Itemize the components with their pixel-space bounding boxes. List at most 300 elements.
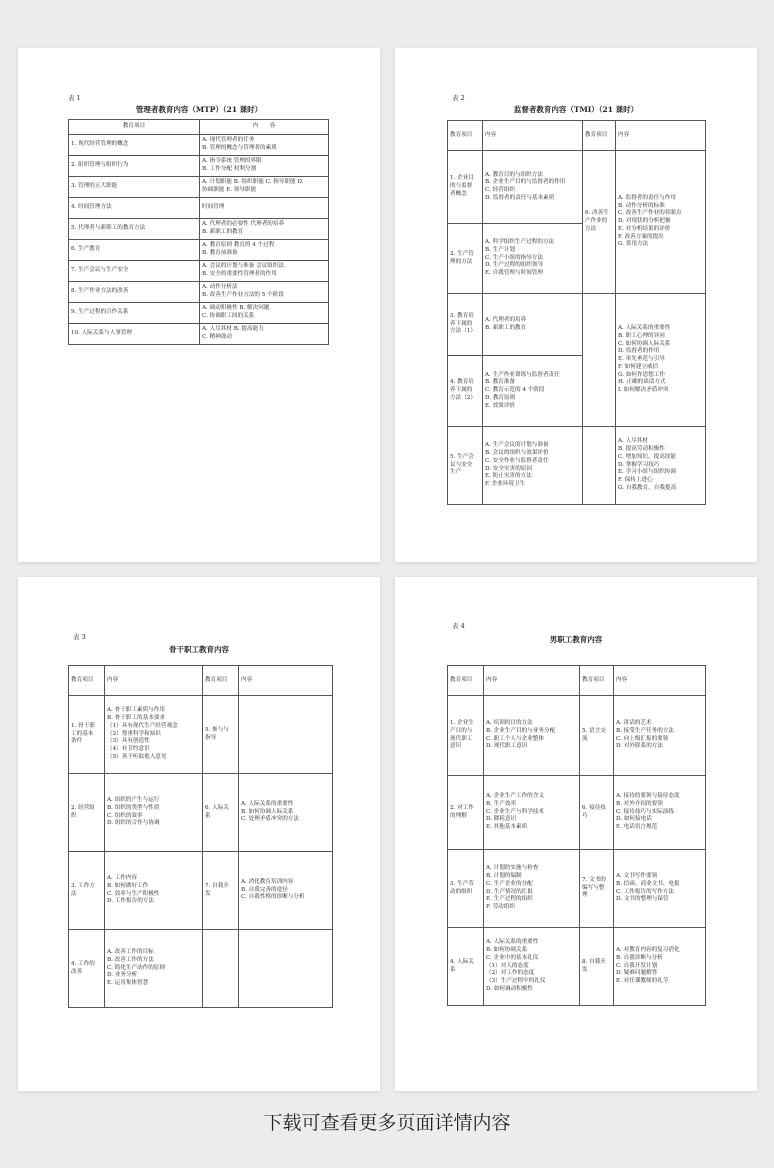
content-cell-line: F. 改善方案的提出: [618, 233, 664, 240]
item-cell-line: 指导: [205, 734, 217, 741]
content-cell-line: C. 处理矛盾冲突的方法: [241, 816, 299, 823]
content-cell-line: B. 骨干职工的基本要求: [107, 715, 166, 722]
content-cell-line: A. 人际关系的重要性: [241, 800, 294, 807]
content-cell-line: E. 运用集体智慧: [107, 980, 149, 987]
table-4-header: [448, 666, 706, 696]
item-cell: [448, 224, 483, 294]
content-cell-line: F. 保持上进心: [618, 477, 653, 484]
item-cell-line: 6. 改善生: [585, 210, 609, 217]
item-cell-line: 法: [71, 890, 77, 897]
content-cell-line: A. 计划职能 B. 组织职能 C. 指导职能 D.: [202, 179, 304, 186]
content-cell-line: C. 精神鼓动: [202, 334, 233, 340]
item-cell: 10. 人际关系与人事管理: [69, 324, 200, 345]
item-cell: [583, 151, 616, 294]
content-cell-line: B. 生产效率: [486, 800, 517, 807]
table-row: [448, 696, 706, 776]
content-cell: [616, 151, 706, 294]
content-cell-line: D. 业务分析: [107, 972, 138, 979]
item-cell: [448, 427, 483, 505]
item-cell: [203, 774, 239, 852]
table-row: [69, 156, 329, 177]
content-cell-line: I. 如何解决矛盾冲突: [618, 387, 669, 394]
content-cell-line: B. 新职工的教育: [202, 229, 244, 235]
table-3-tag: 表 3: [73, 633, 86, 641]
content-cell-line: F. 劳动组织: [486, 903, 515, 910]
item-cell-line: 条件: [71, 738, 83, 745]
content-cell: [200, 324, 329, 345]
content-cell-line: A. 接待的要领与接待态度: [616, 793, 680, 800]
content-cell-line: D. 疑难问题解答: [616, 970, 658, 977]
content-cell: [105, 852, 203, 930]
item-cell-line: 的与监督: [450, 183, 473, 190]
column-header: 教育项目: [69, 120, 200, 135]
item-cell-line: 巧: [582, 812, 588, 819]
content-cell-line: A. 指令系统 管理的界限: [202, 158, 262, 165]
content-cell-line: C. 向上级汇报的要领: [616, 735, 669, 742]
content-cell-line: C. 增加知识，提高技能: [618, 453, 676, 460]
content-cell-line: A. 监督者的责任与作用: [618, 194, 676, 201]
content-cell-line: （2）尊重科学和知识: [107, 730, 161, 737]
item-cell-line: 者概念: [450, 190, 467, 197]
table-1: [68, 119, 329, 345]
content-cell-line: C. 自我开发计划: [616, 962, 658, 969]
item-cell: 7. 生产会议与生产安全: [69, 261, 200, 282]
page-table-2: [395, 48, 757, 562]
content-cell-line: D. 如何调动积极性: [486, 985, 533, 992]
table-row: [69, 219, 329, 240]
content-cell-line: A. 人尽其材: [618, 438, 648, 445]
column-header: 教育项目: [448, 666, 484, 696]
table-row: [448, 776, 706, 850]
content-cell: [239, 774, 333, 852]
item-cell-line: 产目的与: [450, 727, 473, 734]
column-header: 内容: [239, 666, 333, 696]
item-cell: [203, 852, 239, 930]
item-cell-line: 系: [450, 966, 456, 973]
item-cell: [580, 928, 614, 1006]
table-row: [69, 282, 329, 303]
content-cell: [484, 696, 580, 776]
content-cell-line: G. 常用方法: [618, 241, 649, 248]
item-cell-line: 方法: [585, 225, 597, 232]
content-cell-line: B. 计划的编制: [486, 873, 522, 880]
item-cell: [448, 850, 484, 928]
content-cell-line: A. 生产作业训练与监督者责任: [485, 371, 560, 378]
content-cell-line: E. 自我管理与时间管理: [485, 270, 543, 277]
content-cell-line: A. 企业生产工作的含义: [486, 793, 544, 800]
page-table-4: [395, 577, 757, 1091]
content-cell-line: A. 对教育内容的复习消化: [616, 947, 680, 954]
content-cell-line: （1）对人的态度: [486, 962, 529, 969]
content-cell-line: A. 讲话的艺术: [616, 720, 652, 727]
table-1-tag: 表 1: [68, 94, 81, 102]
content-cell-line: C. 生产企业的分配: [486, 880, 533, 887]
content-cell: [483, 356, 583, 427]
item-cell-line: 7. 自我开: [205, 882, 229, 889]
content-cell-line: B. 自我诊断与分析: [616, 954, 663, 961]
content-cell-line: A. 工作内容: [107, 875, 137, 882]
table-3-title: 骨干职工教育内容: [169, 645, 229, 654]
item-cell: [203, 930, 239, 1008]
content-cell-line: A. 教育原则 教育的 4 个过程: [202, 242, 275, 249]
content-cell: [200, 303, 329, 324]
column-header: 教育项目: [448, 121, 483, 151]
content-cell-line: C. 安全作业与监督者责任: [485, 457, 549, 464]
item-cell-line: 流: [582, 735, 588, 742]
content-cell-line: （4）有节约意识: [107, 746, 150, 753]
item-cell-line: 现代职工: [450, 735, 473, 742]
item-cell: [448, 294, 483, 356]
content-cell: [105, 774, 203, 852]
table-row: [69, 774, 333, 852]
content-cell: [200, 219, 329, 240]
content-cell-line: E. 效果评价: [485, 402, 516, 409]
item-cell-line: 系: [205, 812, 211, 819]
content-cell: [614, 696, 706, 776]
column-header: 教育项目: [69, 666, 105, 696]
content-cell-line: A. 人尽其材 B. 提高能力: [202, 326, 264, 333]
item-cell-line: 养下属的: [450, 387, 473, 394]
table-row: [69, 240, 329, 261]
content-cell-line: C. 自我性格的诊断与分析: [241, 894, 305, 901]
item-cell-line: 方法（1）: [450, 328, 476, 335]
content-cell-line: D. 对外联系的方法: [616, 743, 663, 750]
content-cell-line: B. 改善工作的方法: [107, 956, 154, 963]
content-cell: [105, 930, 203, 1008]
item-cell: [69, 930, 105, 1008]
content-cell-line: B. 会议的组织与效果评价: [485, 450, 549, 457]
content-cell-line: C. 组织的效率: [107, 812, 143, 819]
item-cell-line: 5. 生产会: [450, 453, 474, 460]
page-table-3: [18, 577, 380, 1091]
item-cell: [448, 928, 484, 1006]
content-cell-line: B. 安全的重要性管理者的作用: [202, 271, 277, 277]
content-cell: [484, 850, 580, 928]
table-row: [69, 198, 329, 219]
content-cell-line: C. 接待技巧与实际演练: [616, 808, 674, 815]
content-cell-line: B. 教育前准备: [202, 250, 238, 256]
column-header: 教育项目: [203, 666, 239, 696]
content-cell-line: C. 职工个人与企业整体: [486, 735, 544, 742]
content-cell-line: B. 职工心理的异同: [618, 332, 665, 339]
table-row: [69, 177, 329, 198]
item-cell: [583, 427, 616, 505]
table-row: [69, 135, 329, 156]
content-cell-line: B. 信函、商业文书、电报: [616, 880, 680, 887]
content-cell-line: E. 其他基本素质: [486, 824, 528, 831]
item-cell-line: 编写与整: [582, 884, 605, 891]
content-cell-line: A. 科学组织生产过程的方法: [485, 239, 555, 246]
content-cell-line: A. 文书写作要领: [616, 873, 658, 880]
content-cell-line: D. 掌握学习技巧: [618, 461, 660, 468]
content-cell-line: F. 企业环境卫生: [485, 480, 526, 487]
item-cell-line: 3. 教育培: [450, 312, 474, 319]
content-cell-line: A. 人际关系的重要性: [486, 939, 539, 946]
column-header: 内容: [483, 121, 583, 151]
item-cell-line: 议与安全: [450, 461, 473, 468]
item-cell-line: 发: [205, 890, 211, 897]
item-cell: [69, 774, 105, 852]
more-pages-caption: 下载可查看更多页面详情内容: [263, 1112, 511, 1134]
content-cell-line: B. 动作分析的标准: [618, 202, 665, 209]
item-cell-line: 8. 自我开: [582, 958, 606, 965]
content-cell-line: A. 培训的目的方法: [486, 720, 533, 727]
content-cell-line: B. 如何协调关系: [486, 947, 528, 954]
content-cell-line: A. 生产会议的计划与准备: [485, 442, 549, 449]
item-cell-line: 养下属的: [450, 320, 473, 327]
item-cell-line: 2. 经营组: [71, 804, 95, 811]
item-cell: [69, 852, 105, 930]
item-cell: 3. 管理的五大职能: [69, 177, 200, 198]
content-cell-line: E. 学习小组与组织协调: [618, 469, 676, 476]
item-cell: 6. 生产教育: [69, 240, 200, 261]
content-cell-line: A. 教育目的与组织方法: [485, 171, 543, 178]
table-4-title: 男职工教育内容: [549, 635, 603, 644]
table-1-header: [69, 120, 329, 135]
content-cell: [239, 930, 333, 1008]
item-cell: [203, 696, 239, 774]
content-cell-line: B. 改善生产作业方法的 5 个阶段: [202, 292, 284, 298]
content-cell-line: B. 对外介绍的要领: [616, 800, 663, 807]
table-2-title: 监督者教育内容（TMI）（21 课时）: [513, 105, 639, 114]
item-cell-line: 1. 骨干职: [71, 722, 95, 729]
content-cell-line: （3）生产过程中的礼仪: [486, 978, 546, 985]
content-cell: [616, 427, 706, 505]
content-cell-line: E. 防止灾害的方法: [485, 473, 532, 480]
item-cell-line: 的理解: [450, 812, 467, 819]
item-cell: 5. 代理者与新职工的教育方法: [69, 219, 200, 240]
content-cell: [200, 198, 329, 219]
content-cell-line: E. 对任课教师的礼节: [616, 978, 669, 985]
content-cell-line: E. 生产过程的组织: [486, 896, 533, 903]
table-row: [69, 324, 329, 345]
content-cell-line: D. 降耗意识: [486, 816, 517, 823]
content-cell-line: A. 代理者的必要性 代理者的培养: [202, 221, 285, 228]
content-cell-line: D. 监督者的作用: [618, 348, 660, 355]
item-cell: 8. 生产作业方法的改善: [69, 282, 200, 303]
content-cell-line: E. 对分析结果的评价: [618, 225, 671, 232]
content-cell: [614, 776, 706, 850]
content-cell-line: B. 接受生产任务的方法: [616, 727, 675, 734]
content-cell-line: C. 改善生产作业的着眼点: [618, 210, 682, 217]
content-cell-line: E. 电话语言规范: [616, 824, 658, 831]
item-cell-line: 6. 人际关: [205, 804, 229, 811]
item-cell: 2. 组织管理与组织行为: [69, 156, 200, 177]
content-cell-line: C. 协调职工间的关系: [202, 313, 255, 319]
page-table-1: [18, 48, 380, 562]
table-row: [448, 294, 706, 356]
item-cell: [69, 696, 105, 774]
content-cell: [483, 427, 583, 505]
item-cell-line: 意识: [450, 743, 462, 750]
content-cell-line: D. 如何接电话: [616, 816, 652, 823]
content-cell-line: H. 正确的谈话方式: [618, 379, 666, 386]
item-cell: [448, 776, 484, 850]
content-cell-line: D. 安全灾害的原因: [485, 465, 532, 472]
content-cell: [200, 282, 329, 303]
item-cell-line: 生产: [450, 469, 462, 476]
content-cell: [614, 928, 706, 1006]
table-2-tag: 表 2: [452, 94, 465, 102]
content-cell-line: D. 教育原则: [485, 394, 516, 401]
content-cell-line: A. 调动积极性 B. 解决问题: [202, 305, 270, 312]
content-cell-line: C. 企业生产与科学技术: [486, 808, 544, 815]
table-1-title: 管理者教育内容（MTP）（21 课时）: [135, 105, 263, 114]
content-cell-line: D. 对现状的分析把握: [618, 218, 671, 225]
content-cell-line: B. 如何做好工作: [107, 882, 149, 889]
content-cell: [200, 261, 329, 282]
content-cell-line: B. 新职工的教育: [485, 324, 527, 331]
item-cell: 9. 生产过程的合作关系: [69, 303, 200, 324]
content-cell-line: D. 文书的整理与保管: [616, 896, 669, 903]
item-cell-line: 方法（2）: [450, 394, 476, 401]
content-cell: [483, 224, 583, 294]
content-cell: [484, 928, 580, 1006]
table-row: [69, 696, 333, 774]
content-cell-line: C. 如何协调人际关系: [618, 340, 671, 347]
content-cell-line: C. 工作报告的写作方法: [616, 888, 674, 895]
content-cell: [484, 776, 580, 850]
item-cell-line: 7. 文书的: [582, 876, 606, 883]
item-cell-line: 工的基本: [71, 730, 94, 737]
column-header: 教育项目: [580, 666, 614, 696]
item-cell: 1. 现代经营管理的概念: [69, 135, 200, 156]
content-cell-line: A. 计划的实施与检查: [486, 865, 539, 872]
content-cell: [483, 151, 583, 224]
content-cell-line: A. 组织的产生与运行: [107, 797, 160, 804]
table-row: [69, 930, 333, 1008]
item-cell: [448, 696, 484, 776]
item-cell: [448, 356, 483, 427]
item-cell: [580, 696, 614, 776]
table-2: [447, 120, 706, 505]
table-3-header: [69, 666, 333, 696]
content-cell-line: B. 企业生产目的与监督者的作用: [485, 179, 566, 186]
content-cell-line: B. 提高劳动积极性: [618, 446, 665, 453]
item-cell: [580, 850, 614, 928]
table-row: [69, 261, 329, 282]
content-cell-line: E. 率先垂范与引导: [618, 356, 665, 363]
item-cell-line: 4. 教育培: [450, 379, 474, 386]
item-cell-line: 织: [71, 812, 77, 819]
item-cell: [583, 294, 616, 427]
content-cell-line: A. 改善工作的目标: [107, 949, 154, 956]
item-cell: [580, 776, 614, 850]
content-cell: [616, 294, 706, 427]
content-cell-line: （1）具有现代生产经营观念: [107, 722, 178, 729]
item-cell-line: 改善: [71, 968, 83, 975]
table-row: [448, 151, 706, 224]
content-cell-line: 协调职能 E. 领导职能: [202, 187, 257, 193]
content-cell-line: D. 监督者的责任与基本素质: [485, 194, 555, 201]
content-cell-line: A. 代理者的培养: [485, 316, 527, 323]
item-cell-line: 发: [582, 966, 588, 973]
table-row: [448, 850, 706, 928]
content-cell-line: D. 组织的合作与协调: [107, 820, 160, 827]
item-cell-line: 2. 对工作: [450, 804, 474, 811]
content-cell-line: C. 经营组织: [485, 187, 516, 193]
item-cell-line: 5. 语言交: [582, 727, 606, 734]
content-cell-line: A. 动作分析法: [202, 284, 238, 291]
content-cell-line: B. 企业生产目的与业务分配: [486, 727, 556, 734]
item-cell-line: 产作业的: [585, 218, 608, 225]
content-cell: [239, 852, 333, 930]
content-cell-line: B. 自我完善的途径: [241, 886, 288, 893]
item-cell-line: 理的方法: [450, 258, 473, 265]
content-cell-line: C. 教育示范的 4 个阶段: [485, 387, 545, 394]
column-header: 内容: [484, 666, 580, 696]
content-cell-line: C. 简化生产动作的原则: [107, 964, 165, 971]
item-cell: [448, 151, 483, 224]
content-cell: [105, 696, 203, 774]
content-cell: [200, 135, 329, 156]
content-cell-line: C. 生产小组的指导方法: [485, 254, 543, 261]
content-cell-line: C. 企业中的基本礼仪: [486, 954, 539, 961]
item-cell-line: 5. 参与与: [205, 726, 229, 733]
column-header: 内容: [616, 121, 706, 151]
content-cell-line: A. 会议的计划与准备 会议组织法: [202, 263, 285, 270]
content-cell: [483, 294, 583, 356]
content-cell-line: G. 如何作思想工作: [618, 371, 665, 378]
item-cell: 4. 时间管理方法: [69, 198, 200, 219]
item-cell-line: 3. 生产劳: [450, 880, 474, 887]
item-cell-line: 4. 工作的: [71, 960, 95, 967]
content-cell-line: B. 教育准备: [485, 379, 516, 386]
content-cell-line: C. 效率与生产积极性: [107, 890, 160, 897]
table-row: [448, 928, 706, 1006]
item-cell-line: 6. 接待技: [582, 804, 606, 811]
item-cell-line: 动的组织: [450, 888, 473, 895]
column-header: 内容: [614, 666, 706, 696]
column-header: 内容: [105, 666, 203, 696]
content-cell-line: B. 如何协调人际关系: [241, 808, 294, 815]
content-cell-line: （5）善于听取他人意见: [107, 753, 167, 760]
content-cell-line: 时间管理: [202, 204, 225, 211]
content-cell-line: D. 现代职工意识: [486, 743, 528, 750]
content-cell-line: D. 生产过程的组织领导: [485, 262, 544, 269]
table-3: [68, 665, 333, 1008]
content-cell: [200, 156, 329, 177]
item-cell-line: 1. 企业生: [450, 720, 474, 727]
content-cell-line: （3）具有创造性: [107, 738, 150, 745]
table-4-tag: 表 4: [452, 622, 465, 630]
item-cell-line: 4. 人际关: [450, 958, 474, 965]
content-cell-line: B. 生产计划: [485, 246, 516, 253]
item-cell-line: 2. 生产管: [450, 250, 474, 257]
content-cell: [200, 240, 329, 261]
item-cell-line: 理: [582, 892, 588, 899]
content-cell-line: F. 如何建立威信: [618, 363, 659, 370]
content-cell-line: A. 现代管理者的任务: [202, 137, 255, 144]
content-cell-line: A. 消化教育培训内容: [241, 878, 294, 885]
content-cell-line: D. 生产情况的汇报: [486, 888, 533, 895]
column-header: 内 容: [200, 120, 329, 135]
content-cell-line: A. 人际关系的重要性: [618, 325, 671, 332]
table-row: [69, 852, 333, 930]
content-cell-line: G. 自我教育，自我提高: [618, 484, 677, 491]
content-cell-line: B. 工作分配 权利分割: [202, 166, 257, 172]
content-cell-line: （2）对工作的态度: [486, 970, 535, 977]
content-cell-line: A. 骨干职工素质与作用: [107, 707, 165, 714]
content-cell-line: B. 管理的概念与管理者的素质: [202, 145, 277, 151]
content-cell: [239, 696, 333, 774]
table-4: [447, 665, 706, 1006]
table-row: [448, 427, 706, 505]
content-cell: [200, 177, 329, 198]
table-row: [69, 303, 329, 324]
content-cell: [614, 850, 706, 928]
content-cell-line: D. 工作报告的方法: [107, 898, 154, 905]
